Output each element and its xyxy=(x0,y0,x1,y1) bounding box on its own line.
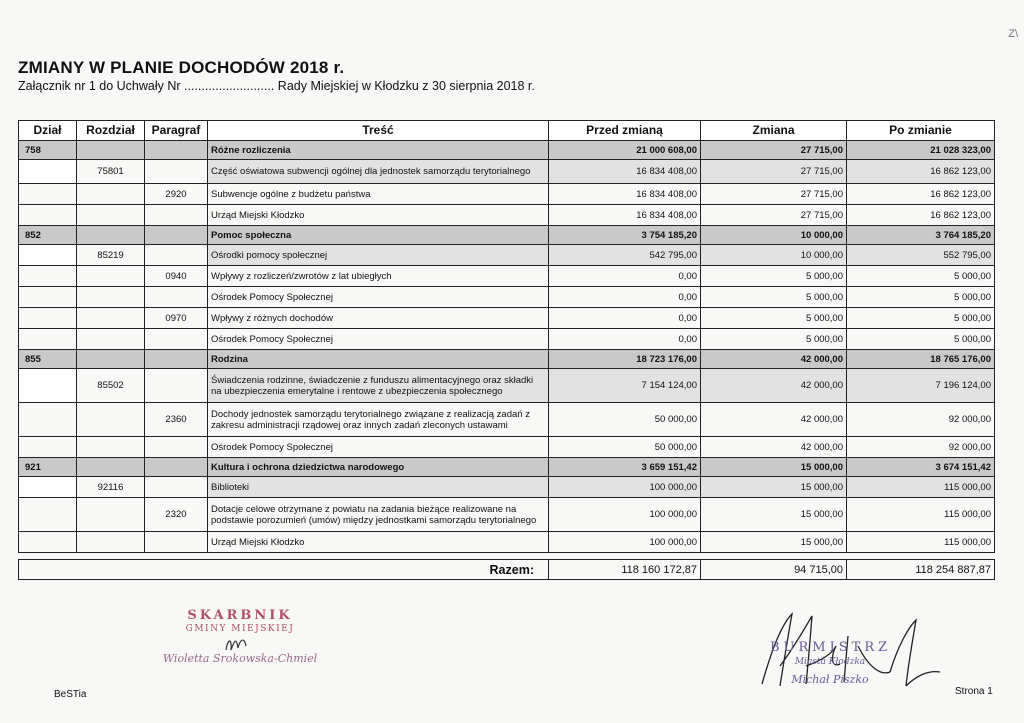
table-row xyxy=(19,403,995,437)
total-zmiana: 94 715,00 xyxy=(701,560,847,580)
cell-zmiana: 27 715,00 xyxy=(701,141,847,160)
cell-rozdzial xyxy=(77,437,145,458)
cell-po: 92 000,00 xyxy=(847,437,995,458)
table-header-row xyxy=(19,121,995,141)
table-row xyxy=(19,458,995,477)
cell-po: 552 795,00 xyxy=(847,245,995,266)
table-row xyxy=(19,369,995,403)
cell-tresc: Ośrodek Pomocy Społecznej xyxy=(208,437,549,458)
cell-paragraf xyxy=(145,329,208,350)
cell-tresc: Różne rozliczenia xyxy=(208,141,549,160)
cell-dzial: 921 xyxy=(19,458,77,477)
cell-po: 21 028 323,00 xyxy=(847,141,995,160)
cell-dzial xyxy=(19,498,77,532)
cell-rozdzial: 85219 xyxy=(77,245,145,266)
page-title: ZMIANY W PLANIE DOCHODÓW 2018 r. xyxy=(18,58,345,77)
cell-zmiana: 15 000,00 xyxy=(701,498,847,532)
cell-paragraf xyxy=(145,205,208,226)
table-row xyxy=(19,205,995,226)
cell-dzial xyxy=(19,205,77,226)
cell-paragraf: 0940 xyxy=(145,266,208,287)
cell-zmiana: 10 000,00 xyxy=(701,245,847,266)
cell-paragraf xyxy=(145,226,208,245)
cell-przed: 16 834 408,00 xyxy=(549,184,701,205)
table-row xyxy=(19,160,995,184)
cell-przed: 100 000,00 xyxy=(549,498,701,532)
table-row xyxy=(19,477,995,498)
cell-po: 5 000,00 xyxy=(847,266,995,287)
table-row xyxy=(19,226,995,245)
cell-paragraf xyxy=(145,141,208,160)
table-row xyxy=(19,266,995,287)
cell-paragraf xyxy=(145,437,208,458)
cell-po: 92 000,00 xyxy=(847,403,995,437)
cell-przed: 542 795,00 xyxy=(549,245,701,266)
column-header-po: Po zmianie xyxy=(847,121,995,141)
cell-rozdzial: 75801 xyxy=(77,160,145,184)
cell-przed: 16 834 408,00 xyxy=(549,205,701,226)
footer-software-label: BeSTia xyxy=(54,689,87,700)
cell-dzial: 758 xyxy=(19,141,77,160)
cell-rozdzial xyxy=(77,403,145,437)
cell-po: 5 000,00 xyxy=(847,329,995,350)
cell-dzial xyxy=(19,437,77,458)
cell-paragraf xyxy=(145,532,208,553)
table-row xyxy=(19,350,995,369)
treasurer-stamp-subtitle: GMINY MIEJSKIEJ xyxy=(185,624,295,634)
table-row xyxy=(19,141,995,160)
cell-paragraf xyxy=(145,160,208,184)
cell-dzial xyxy=(19,369,77,403)
cell-dzial xyxy=(19,477,77,498)
cell-dzial xyxy=(19,160,77,184)
cell-przed: 7 154 124,00 xyxy=(549,369,701,403)
treasurer-stamp-name: Wioletta Srokowska-Chmiel xyxy=(162,652,318,665)
cell-po: 3 674 151,42 xyxy=(847,458,995,477)
cell-zmiana: 42 000,00 xyxy=(701,403,847,437)
cell-przed: 50 000,00 xyxy=(549,437,701,458)
cell-rozdzial xyxy=(77,266,145,287)
cell-dzial xyxy=(19,403,77,437)
table-row xyxy=(19,329,995,350)
cell-tresc: Rodzina xyxy=(208,350,549,369)
cell-tresc: Dochody jednostek samorządu terytorialnego związane z realizacją zadań z zakresu administracji rządowej oraz innych zadań zleconych ustawami xyxy=(208,403,549,437)
cell-dzial xyxy=(19,266,77,287)
cell-tresc: Ośrodek Pomocy Społecznej xyxy=(208,287,549,308)
cell-po: 16 862 123,00 xyxy=(847,160,995,184)
mayor-stamp-name: Michał Piszko xyxy=(791,673,869,686)
mayor-stamp-title: BURMISTRZ xyxy=(770,640,892,655)
cell-zmiana: 15 000,00 xyxy=(701,477,847,498)
cell-tresc: Wpływy z różnych dochodów xyxy=(208,308,549,329)
cell-rozdzial xyxy=(77,287,145,308)
cell-dzial xyxy=(19,184,77,205)
cell-tresc: Ośrodek Pomocy Społecznej xyxy=(208,329,549,350)
cell-zmiana: 27 715,00 xyxy=(701,160,847,184)
cell-rozdzial xyxy=(77,329,145,350)
cell-dzial: 852 xyxy=(19,226,77,245)
cell-tresc: Kultura i ochrona dziedzictwa narodowego xyxy=(208,458,549,477)
cell-po: 115 000,00 xyxy=(847,498,995,532)
cell-po: 16 862 123,00 xyxy=(847,205,995,226)
cell-rozdzial xyxy=(77,458,145,477)
page-subtitle: Załącznik nr 1 do Uchwały Nr .......................... Rady Miejskiej w Kłodzku z 30 sierpnia 2018 r. xyxy=(18,79,535,93)
cell-paragraf xyxy=(145,350,208,369)
cell-przed: 16 834 408,00 xyxy=(549,160,701,184)
cell-rozdzial xyxy=(77,498,145,532)
cell-rozdzial xyxy=(77,350,145,369)
cell-rozdzial xyxy=(77,532,145,553)
cell-paragraf: 2360 xyxy=(145,403,208,437)
column-header-przed: Przed zmianą xyxy=(549,121,701,141)
cell-przed: 0,00 xyxy=(549,329,701,350)
mayor-stamp xyxy=(770,640,890,686)
cell-po: 5 000,00 xyxy=(847,287,995,308)
column-header-zmiana: Zmiana xyxy=(701,121,847,141)
table-row xyxy=(19,245,995,266)
treasurer-signature xyxy=(222,632,252,660)
cell-po: 5 000,00 xyxy=(847,308,995,329)
cell-zmiana: 5 000,00 xyxy=(701,287,847,308)
cell-dzial xyxy=(19,287,77,308)
cell-przed: 100 000,00 xyxy=(549,477,701,498)
cell-zmiana: 15 000,00 xyxy=(701,532,847,553)
cell-rozdzial xyxy=(77,226,145,245)
cell-przed: 18 723 176,00 xyxy=(549,350,701,369)
table-row xyxy=(19,532,995,553)
corner-mark: Z\ xyxy=(1008,28,1018,40)
table-row xyxy=(19,308,995,329)
cell-tresc: Część oświatowa subwencji ogólnej dla jednostek samorządu terytorialnego xyxy=(208,160,549,184)
cell-rozdzial xyxy=(77,141,145,160)
cell-paragraf xyxy=(145,369,208,403)
income-changes-table xyxy=(18,120,995,553)
cell-po: 115 000,00 xyxy=(847,532,995,553)
cell-po: 7 196 124,00 xyxy=(847,369,995,403)
cell-zmiana: 42 000,00 xyxy=(701,350,847,369)
cell-tresc: Urząd Miejski Kłodzko xyxy=(208,205,549,226)
table-row xyxy=(19,287,995,308)
cell-tresc: Biblioteki xyxy=(208,477,549,498)
cell-przed: 3 754 185,20 xyxy=(549,226,701,245)
column-header-paragraf: Paragraf xyxy=(145,121,208,141)
column-header-rozdzial: Rozdział xyxy=(77,121,145,141)
total-table xyxy=(18,559,995,580)
cell-tresc: Subwencje ogólne z budżetu państwa xyxy=(208,184,549,205)
cell-paragraf xyxy=(145,458,208,477)
cell-przed: 50 000,00 xyxy=(549,403,701,437)
cell-paragraf: 2920 xyxy=(145,184,208,205)
cell-zmiana: 5 000,00 xyxy=(701,266,847,287)
cell-paragraf: 0970 xyxy=(145,308,208,329)
cell-tresc: Pomoc społeczna xyxy=(208,226,549,245)
cell-przed: 3 659 151,42 xyxy=(549,458,701,477)
total-label: Razem: xyxy=(19,560,549,580)
total-po: 118 254 887,87 xyxy=(847,560,995,580)
cell-zmiana: 5 000,00 xyxy=(701,329,847,350)
table-row xyxy=(19,184,995,205)
cell-dzial xyxy=(19,308,77,329)
cell-przed: 0,00 xyxy=(549,266,701,287)
cell-dzial xyxy=(19,245,77,266)
table-row xyxy=(19,437,995,458)
cell-paragraf: 2320 xyxy=(145,498,208,532)
cell-zmiana: 10 000,00 xyxy=(701,226,847,245)
cell-zmiana: 27 715,00 xyxy=(701,184,847,205)
cell-zmiana: 15 000,00 xyxy=(701,458,847,477)
cell-rozdzial xyxy=(77,205,145,226)
cell-paragraf xyxy=(145,477,208,498)
total-przed: 118 160 172,87 xyxy=(549,560,701,580)
cell-przed: 21 000 608,00 xyxy=(549,141,701,160)
cell-paragraf xyxy=(145,245,208,266)
cell-przed: 0,00 xyxy=(549,308,701,329)
cell-po: 18 765 176,00 xyxy=(847,350,995,369)
cell-tresc: Wpływy z rozliczeń/zwrotów z lat ubiegłych xyxy=(208,266,549,287)
cell-zmiana: 42 000,00 xyxy=(701,437,847,458)
column-header-dzial: Dział xyxy=(19,121,77,141)
cell-dzial: 855 xyxy=(19,350,77,369)
treasurer-stamp-title: SKARBNIK xyxy=(187,608,293,623)
cell-zmiana: 27 715,00 xyxy=(701,205,847,226)
cell-rozdzial xyxy=(77,184,145,205)
cell-dzial xyxy=(19,532,77,553)
cell-po: 16 862 123,00 xyxy=(847,184,995,205)
cell-rozdzial: 85502 xyxy=(77,369,145,403)
cell-przed: 0,00 xyxy=(549,287,701,308)
cell-po: 115 000,00 xyxy=(847,477,995,498)
mayor-stamp-subtitle: Miasta Kłodzka xyxy=(794,657,866,667)
cell-tresc: Urząd Miejski Kłodzko xyxy=(208,532,549,553)
cell-tresc: Ośrodki pomocy społecznej xyxy=(208,245,549,266)
page-number: Strona 1 xyxy=(955,686,993,697)
cell-tresc: Dotacje celowe otrzymane z powiatu na zadania bieżące realizowane na podstawie porozumień (umów) między jednostkami samorządu terytorialnego xyxy=(208,498,549,532)
cell-rozdzial xyxy=(77,308,145,329)
table-body xyxy=(19,141,995,553)
cell-przed: 100 000,00 xyxy=(549,532,701,553)
total-row xyxy=(19,560,995,580)
cell-dzial xyxy=(19,329,77,350)
cell-paragraf xyxy=(145,287,208,308)
cell-tresc: Świadczenia rodzinne, świadczenie z funduszu alimentacyjnego oraz składki na ubezpieczenia emerytalne i rentowe z ubezpieczenia społecznego xyxy=(208,369,549,403)
cell-rozdzial: 92116 xyxy=(77,477,145,498)
cell-zmiana: 42 000,00 xyxy=(701,369,847,403)
column-header-tresc: Treść xyxy=(208,121,549,141)
cell-zmiana: 5 000,00 xyxy=(701,308,847,329)
table-row xyxy=(19,498,995,532)
cell-po: 3 764 185,20 xyxy=(847,226,995,245)
